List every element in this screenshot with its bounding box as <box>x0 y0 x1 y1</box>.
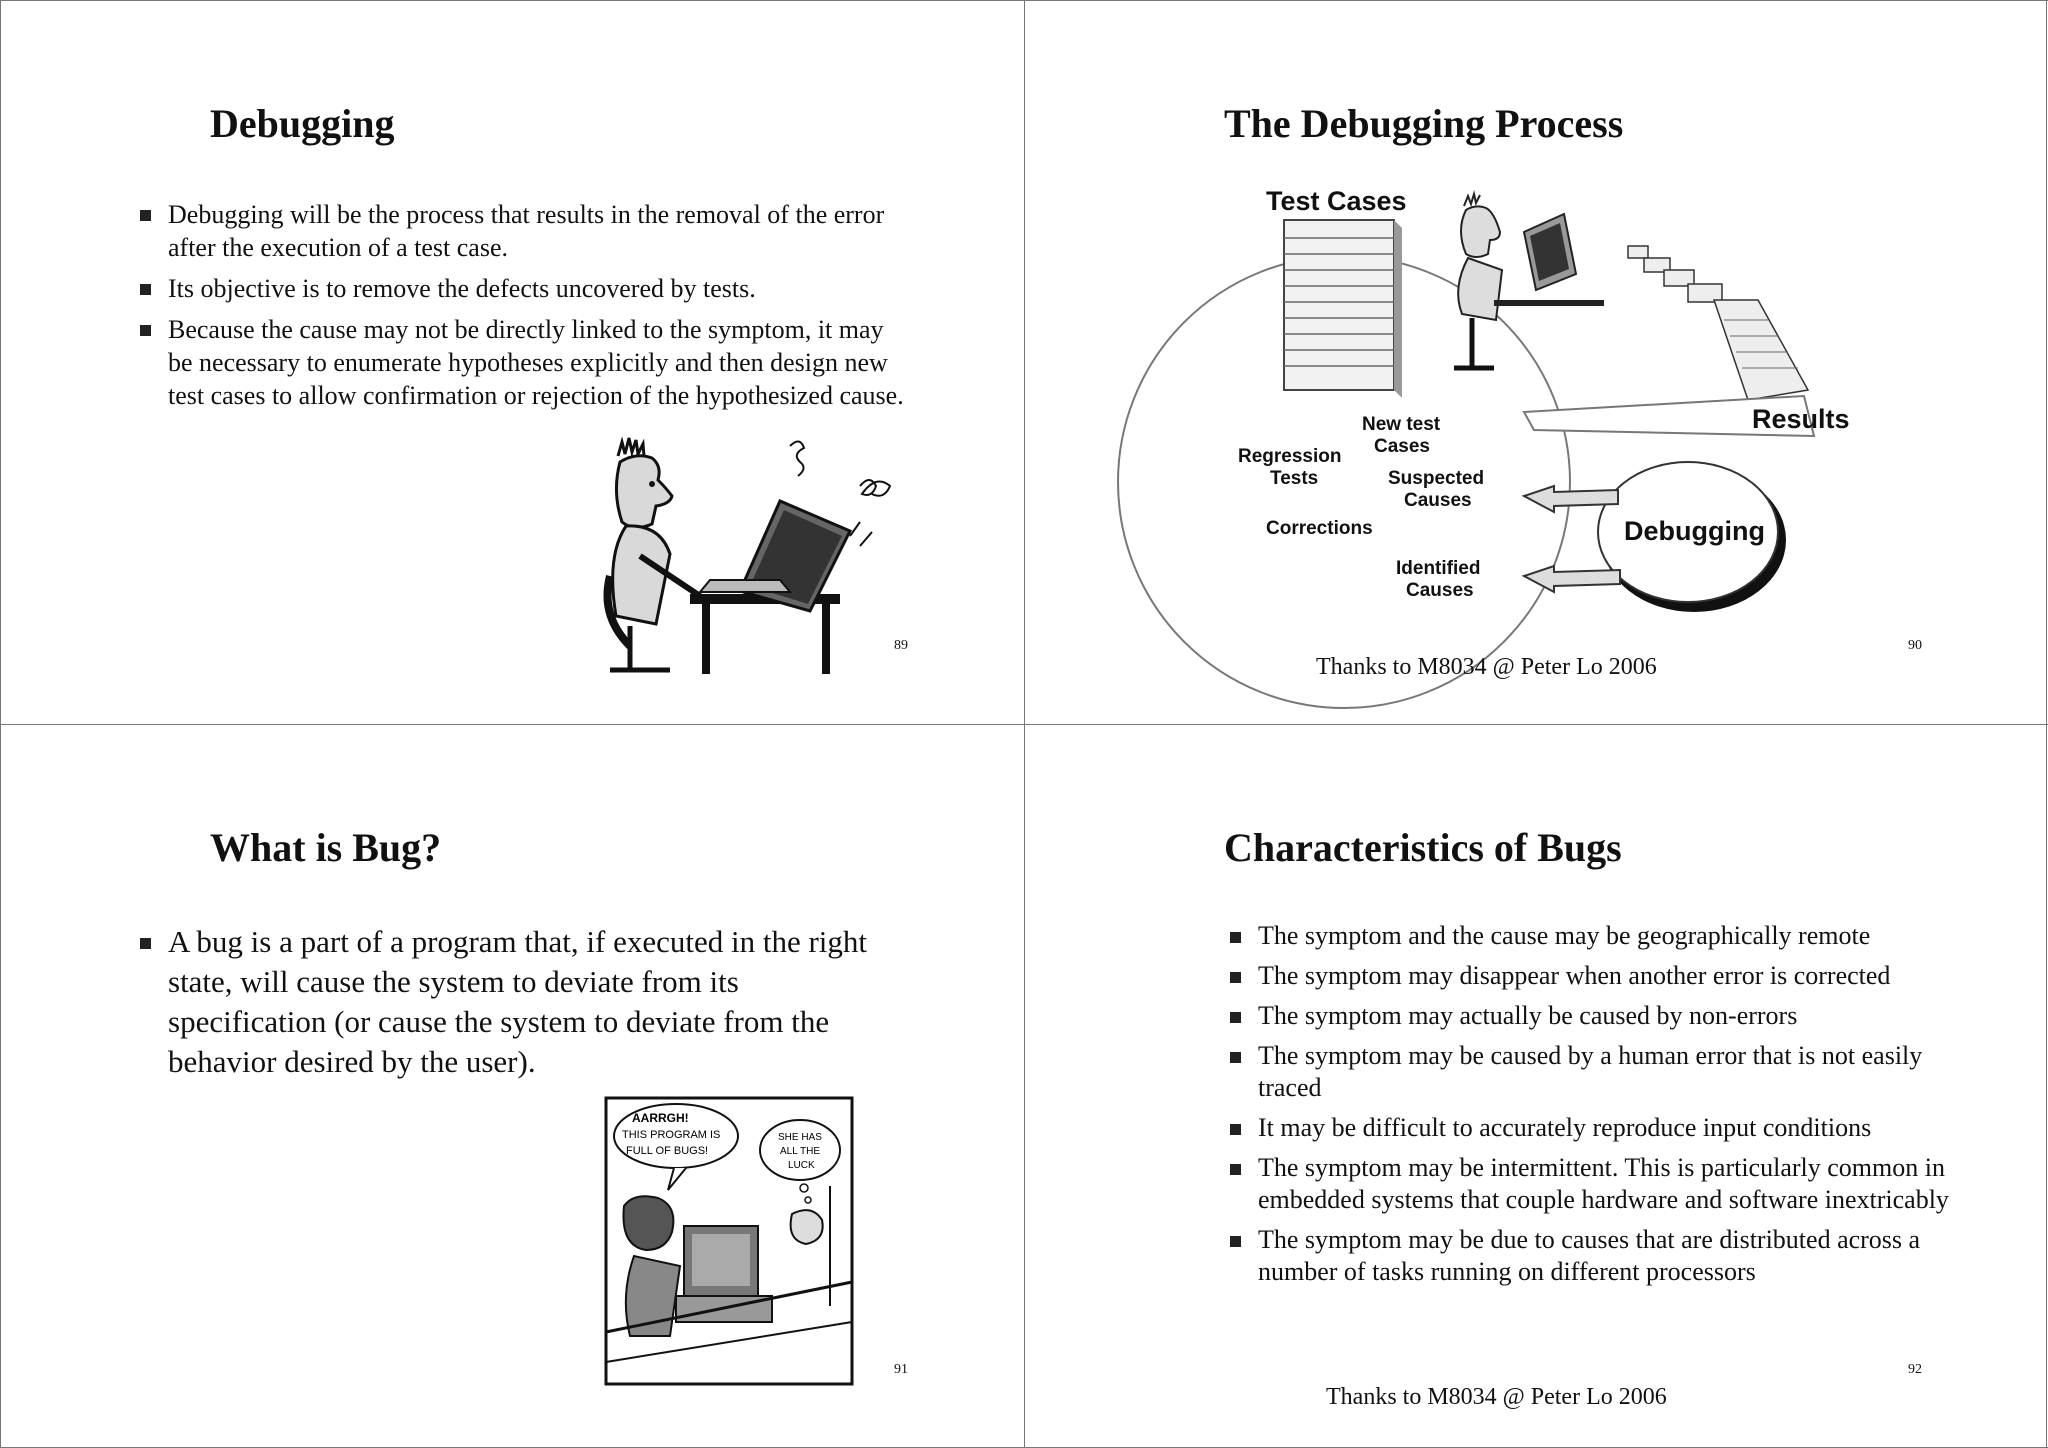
results-pages-icon <box>1628 246 1808 400</box>
bubble-text: THIS PROGRAM IS <box>622 1129 721 1141</box>
bullet-list <box>134 922 874 1082</box>
label-test-cases: Test Cases <box>1266 186 1407 216</box>
label-debugging: Debugging <box>1624 516 1765 546</box>
bubble-text: AARRGH! <box>632 1111 689 1125</box>
label-identified: Identified <box>1396 558 1481 579</box>
label-suspected-causes: Causes <box>1404 490 1472 511</box>
bug-cartoon <box>604 1096 854 1386</box>
slide-title: Characteristics of Bugs <box>1224 825 1622 870</box>
bullet-list <box>1224 920 1964 1296</box>
label-regression: Regression <box>1238 446 1342 467</box>
label-new-test: New test <box>1362 414 1441 435</box>
programmer-icon <box>1454 194 1604 368</box>
label-suspected: Suspected <box>1388 468 1485 489</box>
bullet-item: The symptom may disappear when another error is corrected <box>1224 960 1964 992</box>
page-number: 89 <box>894 638 908 653</box>
slide-debugging <box>0 0 1024 724</box>
slide-debugging-process <box>1024 0 2048 724</box>
arrow-identified <box>1524 566 1620 592</box>
bullet-item: The symptom may be due to causes that are distributed across a number of tasks running on different processors <box>1224 1224 1964 1288</box>
bullet-item: The symptom may be intermittent. This is particularly common in embedded systems that couple hardware and software inextricably <box>1224 1152 1964 1216</box>
bullet-item: The symptom may be caused by a human error that is not easily traced <box>1224 1040 1964 1104</box>
bullet-item: Because the cause may not be directly linked to the symptom, it may be necessary to enumerate hypotheses explicitly and then design new test cases to allow confirmation or rejection of the hypothesized cause. <box>134 313 904 412</box>
page-number: 90 <box>1908 638 1922 653</box>
bubble-text: LUCK <box>788 1160 815 1171</box>
slide-what-is-bug <box>0 724 1024 1448</box>
bullet-list <box>134 198 904 420</box>
bullet-item: Debugging will be the process that results in the removal of the error after the execution of a test case. <box>134 198 904 264</box>
slide-title: The Debugging Process <box>1224 101 1624 146</box>
slide-characteristics-of-bugs <box>1024 724 2048 1448</box>
bullet-item: Its objective is to remove the defects uncovered by tests. <box>134 272 904 305</box>
test-cases-icon <box>1284 220 1402 398</box>
page-number: 92 <box>1908 1362 1922 1377</box>
debugging-process-diagram <box>1024 0 2048 724</box>
slide-title: What is Bug? <box>210 825 442 870</box>
label-new-test-cases: Cases <box>1374 436 1430 457</box>
frustrated-programmer-illustration <box>590 426 930 676</box>
slide-title: Debugging <box>210 101 395 146</box>
label-results: Results <box>1752 404 1850 434</box>
bullet-item: The symptom may actually be caused by non-errors <box>1224 1000 1964 1032</box>
bullet-item: A bug is a part of a program that, if executed in the right state, will cause the system to deviate from its specification (or cause the system to deviate from the behavior desired by the user). <box>134 922 874 1082</box>
bubble-text: FULL OF BUGS! <box>626 1145 709 1157</box>
bullet-item: The symptom and the cause may be geographically remote <box>1224 920 1964 952</box>
credit-line: Thanks to M8034 @ Peter Lo 2006 <box>1316 654 1657 680</box>
bubble-text: SHE HAS <box>778 1132 822 1143</box>
credit-line: Thanks to M8034 @ Peter Lo 2006 <box>1326 1384 1667 1410</box>
page-number: 91 <box>894 1362 908 1377</box>
bubble-text: ALL THE <box>780 1146 821 1157</box>
label-regression-tests: Tests <box>1270 468 1319 489</box>
label-corrections: Corrections <box>1266 518 1373 539</box>
bullet-item: It may be difficult to accurately reproduce input conditions <box>1224 1112 1964 1144</box>
label-identified-causes: Causes <box>1406 580 1474 601</box>
